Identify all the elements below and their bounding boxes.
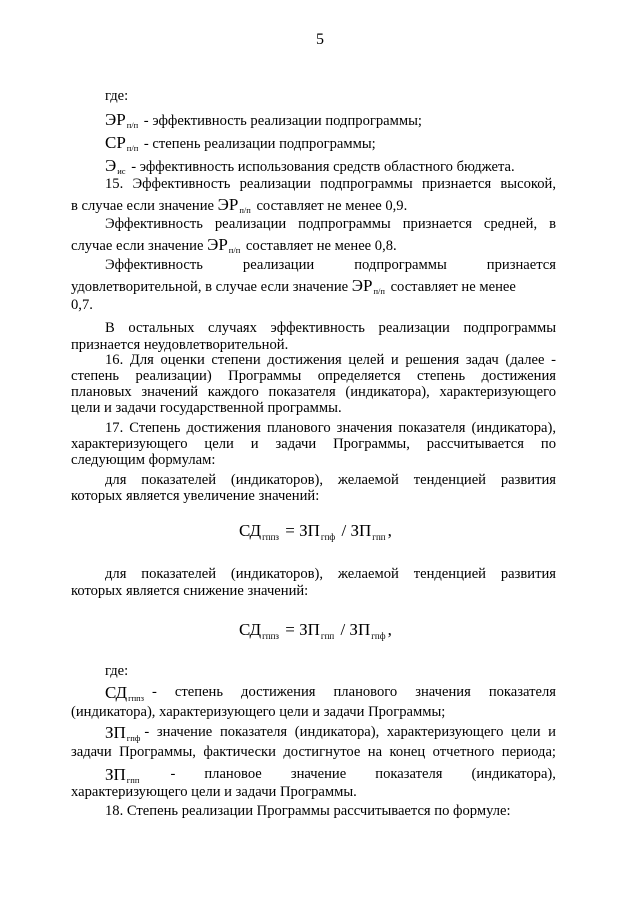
subscript: гпп bbox=[320, 631, 335, 641]
subscript: гппз bbox=[262, 631, 279, 641]
subscript: п/п bbox=[126, 143, 139, 153]
symbol-sd: СД bbox=[105, 683, 128, 702]
paragraph-17-line-5: которых является увеличение значений: bbox=[71, 488, 320, 504]
definition-text: - эффективность реализации подпрограммы; bbox=[140, 113, 422, 129]
definition-text: - степень реализации подпрограммы; bbox=[140, 136, 376, 152]
symbol-zpf: ЗП bbox=[105, 723, 126, 742]
paragraph-17-line-4: для показателей (индикаторов), желаемой тенденцией развития bbox=[105, 472, 556, 488]
formula-increase: $СД_{гппз} = ЗП_{гпф} / ЗП_{гпп}$ , bbox=[239, 521, 392, 542]
paragraph-satisfactory-line-3: 0,7. bbox=[71, 297, 93, 313]
paragraph-satisfactory-line-1: Эффективность реализации подпрограммы признается bbox=[105, 257, 556, 273]
symbol-er: ЭР bbox=[217, 195, 239, 214]
subscript: ис bbox=[117, 166, 126, 176]
definition-sd-line-2: (индикатора), характеризующего цели и задачи Программы; bbox=[71, 704, 446, 720]
paragraph-decrease-line-1: для показателей (индикаторов), желаемой тенденцией развития bbox=[105, 566, 556, 582]
paragraph-17-line-1: 17. Степень достижения планового значения показателя (индикатора), bbox=[105, 420, 556, 436]
symbol-zpp: ЗП bbox=[105, 765, 126, 784]
paragraph-other-line-2: признается неудовлетворительной. bbox=[71, 337, 289, 353]
paragraph-17-line-2: характеризующего цели и задачи Программы, рассчитывается по bbox=[71, 436, 556, 452]
paragraph-other-line-1: В остальных случаях эффективность реализации подпрограммы bbox=[105, 320, 556, 336]
paragraph-medium-line-2: случае если значение $ЭР_{п/п}$ составляет не менее 0,8. bbox=[71, 235, 397, 255]
definition-zpf-line-1: $ЗП_{гпф}$ - значение показателя (индикатора), характеризующего цели и bbox=[105, 723, 556, 743]
subscript: п/п bbox=[126, 120, 139, 130]
symbol-sr: СР bbox=[105, 133, 126, 152]
symbol-e: Э bbox=[105, 156, 117, 175]
where-label: где: bbox=[105, 663, 129, 679]
subscript: п/п bbox=[373, 286, 385, 296]
paragraph-medium-line-1: Эффективность реализации подпрограммы признается средней, в bbox=[105, 216, 556, 232]
paragraph-16-line-3: плановых значений каждого показателя (индикатора), характеризующего bbox=[71, 384, 556, 400]
definition-sd-line-1: $СД_{гппз}$ - степень достижения планового значения показателя bbox=[105, 683, 556, 703]
paragraph-satisfactory-line-2: удовлетворительной, в случае если значение $ЭР_{п/п}$ составляет не менее bbox=[71, 276, 516, 296]
symbol-er: ЭР bbox=[351, 276, 373, 295]
subscript: гпф bbox=[371, 631, 386, 641]
definition-text: - эффективность использования средств областного бюджета. bbox=[127, 159, 515, 175]
definition-zpp-line-2: характеризующего цели и задачи Программы. bbox=[71, 784, 357, 800]
definition-sr bbox=[105, 134, 376, 154]
definition-er bbox=[105, 111, 422, 131]
subscript: гпп bbox=[372, 532, 386, 542]
paragraph-16-line-2: степень реализации) Программы определяется степень достижения bbox=[71, 368, 556, 384]
subscript: п/п bbox=[239, 205, 251, 215]
paragraph-decrease-line-2: которых является снижение значений: bbox=[71, 583, 309, 599]
paragraph-18-line-1: 18. Степень реализации Программы рассчитывается по формуле: bbox=[105, 803, 511, 819]
definition-zpp-line-1: $ЗП_{гпп}$ - плановое значение показателя (индикатора), bbox=[105, 765, 556, 785]
paragraph-17-line-3: следующим формулам: bbox=[71, 452, 216, 468]
paragraph-15-line-1: 15. Эффективность реализации подпрограммы признается высокой, bbox=[105, 176, 556, 192]
paragraph-15-line-2: в случае если значение $ЭР_{п/п}$ составляет не менее 0,9. bbox=[71, 195, 408, 215]
subscript: гпп bbox=[126, 775, 140, 785]
paragraph-16-line-4: цели и задачи государственной программы. bbox=[71, 400, 342, 416]
subscript: п/п bbox=[228, 245, 241, 255]
where-label: где: bbox=[105, 88, 129, 104]
subscript: гппз bbox=[262, 532, 279, 542]
formula-decrease: $СД_{гппз} = ЗП_{гпп} / ЗП_{гпф}$ , bbox=[239, 620, 392, 641]
subscript: гпф bbox=[126, 733, 141, 743]
subscript: гпф bbox=[320, 532, 336, 542]
page-number: 5 bbox=[316, 31, 324, 48]
definition-zpf-line-2: задачи Программы, фактически достигнутое на конец отчетного периода; bbox=[71, 744, 556, 760]
paragraph-16-line-1: 16. Для оценки степени достижения целей и решения задач (далее - bbox=[105, 352, 556, 368]
subscript: гппз bbox=[128, 693, 145, 703]
symbol-er: ЭР bbox=[207, 235, 228, 254]
symbol-er: ЭР bbox=[105, 110, 126, 129]
definition-e bbox=[105, 157, 515, 177]
